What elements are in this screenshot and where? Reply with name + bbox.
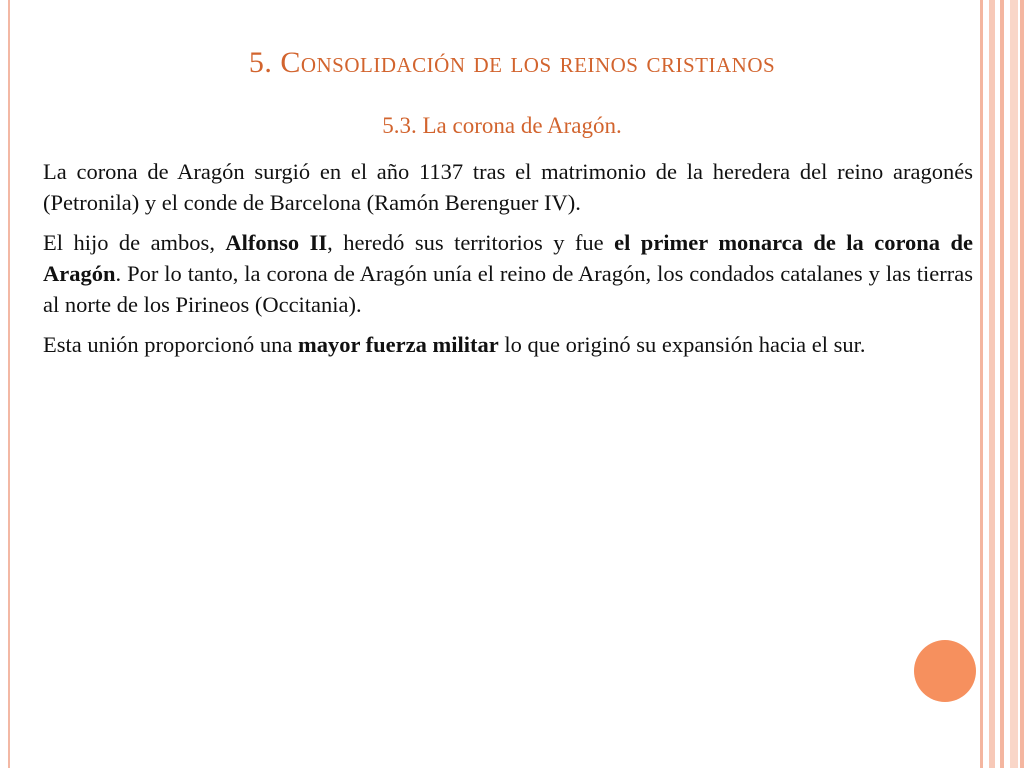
text-run: Esta unión proporcionó una bbox=[43, 332, 298, 357]
bold-text: Alfonso II bbox=[225, 230, 328, 255]
text-run: El hijo de ambos, bbox=[43, 230, 226, 255]
border-stripe bbox=[989, 0, 995, 768]
paragraph bbox=[43, 227, 973, 320]
text-run: lo que originó su expansión hacia el sur. bbox=[498, 332, 866, 357]
text-run: La corona de Aragón surgió en el año 1137 tras el matrimonio de la heredera del reino aragonés (Petronila) y el conde de Barcelona (Ramón Berenguer IV). bbox=[43, 159, 973, 215]
border-stripe bbox=[980, 0, 983, 768]
slide-subtitle: 5.3. La corona de Aragón. bbox=[382, 113, 622, 138]
slide-title: 5. Consolidación de los reinos cristianos bbox=[248, 46, 776, 79]
left-border-line bbox=[8, 0, 10, 768]
bold-text: mayor fuerza militar bbox=[297, 332, 499, 357]
text-run: , heredó sus territorios y fue bbox=[327, 230, 615, 255]
text-run: . Por lo tanto, la corona de Aragón unía el reino de Aragón, los condados catalanes y las tierras al norte de los Pirineos (Occitania). bbox=[43, 261, 973, 317]
decorative-circle bbox=[914, 640, 976, 702]
slide-body bbox=[43, 156, 973, 369]
paragraph bbox=[43, 329, 973, 360]
right-border-decoration bbox=[980, 0, 1024, 768]
bold-text: el primer monarca de la corona de Aragón bbox=[43, 230, 974, 286]
border-stripe bbox=[1010, 0, 1018, 768]
paragraph bbox=[43, 156, 973, 218]
border-stripe bbox=[1000, 0, 1004, 768]
border-stripe bbox=[1020, 0, 1024, 768]
